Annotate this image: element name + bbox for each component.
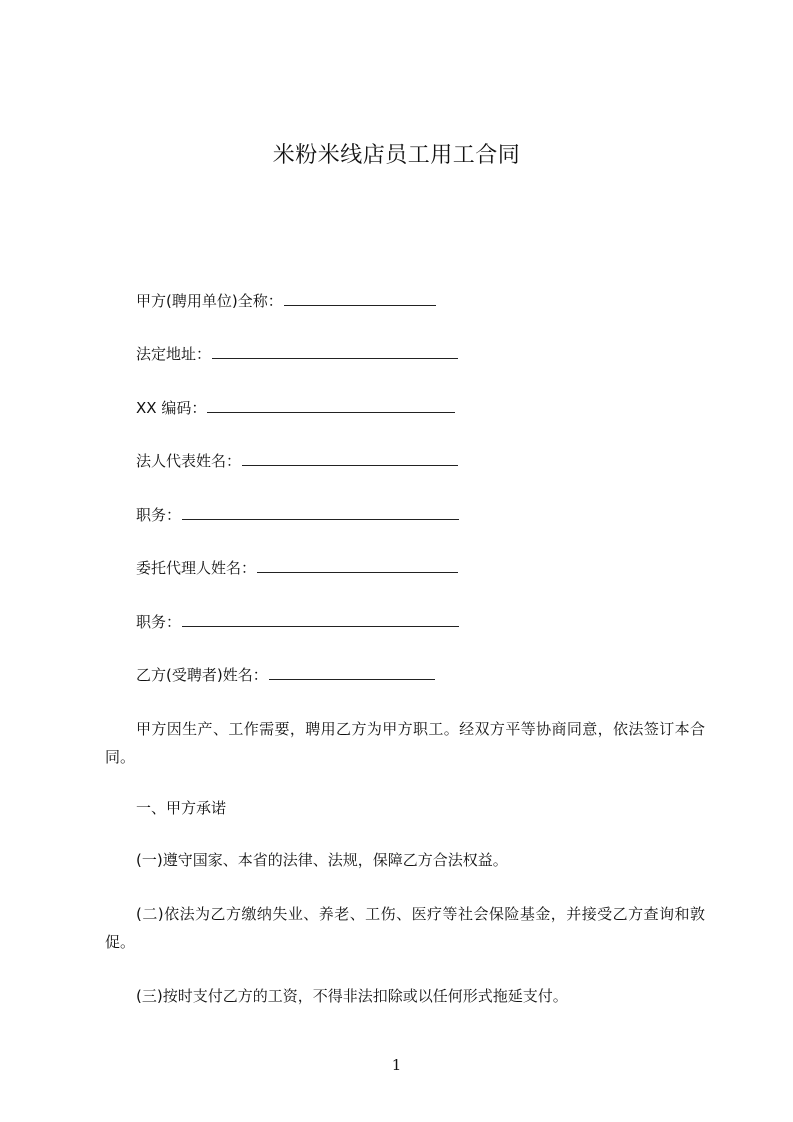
field-blank[interactable] (182, 612, 459, 627)
clause-2: (二)依法为乙方缴纳失业、养老、工伤、医疗等社会保险基金，并接受乙方查询和敦促。 (105, 905, 705, 951)
field-blank[interactable] (242, 451, 458, 466)
field-position-2 (136, 611, 459, 633)
field-blank[interactable] (207, 398, 455, 413)
field-blank[interactable] (284, 291, 436, 306)
field-blank[interactable] (182, 505, 459, 520)
field-employee-name (136, 664, 435, 686)
intro-paragraph: 甲方因生产、工作需要，聘用乙方为甲方职工。经双方平等协商同意，依法签订本合同。 (105, 720, 705, 766)
field-label: 职务： (136, 613, 182, 631)
field-label: 法定地址： (136, 345, 212, 363)
field-blank[interactable] (212, 344, 458, 359)
field-label: 甲方(聘用单位)全称： (136, 292, 283, 310)
field-legal-representative (136, 450, 458, 472)
field-code (136, 397, 455, 419)
field-agent-name (136, 557, 458, 579)
clause-3: (三)按时支付乙方的工资，不得非法扣除或以任何形式拖延支付。 (136, 987, 568, 1005)
field-label: 乙方(受聘者)姓名： (136, 666, 268, 684)
section-heading: 一、甲方承诺 (136, 799, 227, 817)
field-position-1 (136, 504, 459, 526)
field-blank[interactable] (257, 558, 458, 573)
document-title: 米粉米线店员工用工合同 (272, 143, 521, 168)
field-blank[interactable] (269, 665, 435, 680)
field-label: 委托代理人姓名： (136, 559, 257, 577)
clause-1: (一)遵守国家、本省的法律、法规，保障乙方合法权益。 (136, 851, 508, 869)
field-label: 职务： (136, 506, 182, 524)
field-legal-address (136, 343, 458, 365)
page-number: 1 (391, 1056, 402, 1074)
field-employer-name (136, 290, 436, 312)
field-label: XX 编码： (136, 399, 207, 417)
field-label: 法人代表姓名： (136, 452, 242, 470)
